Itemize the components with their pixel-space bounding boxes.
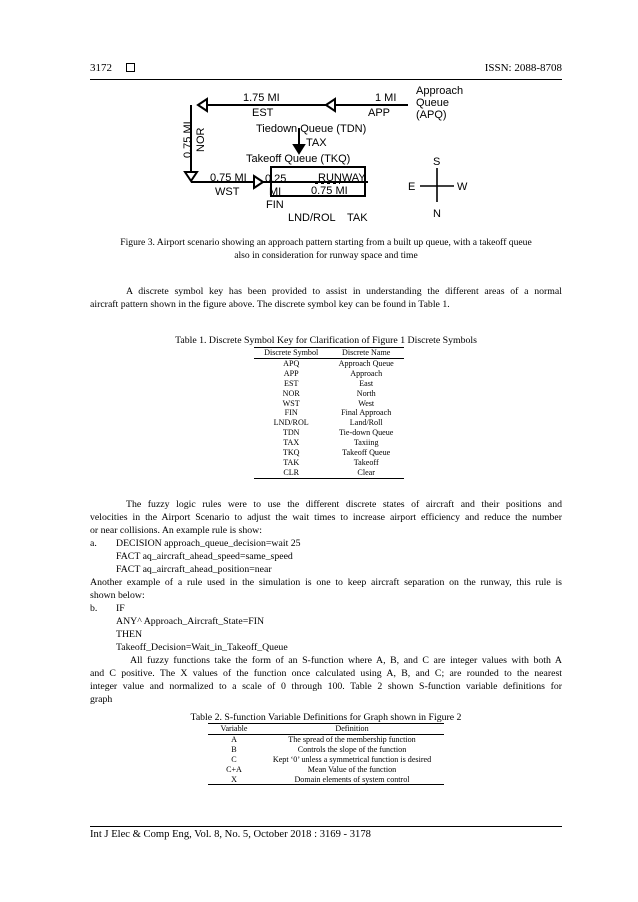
land-roll-label: LND/ROL: [288, 212, 336, 224]
arrow-right-icon: [254, 176, 263, 188]
table-header-cell: Variable: [208, 724, 260, 735]
top-right-distance: 1 MI: [375, 92, 397, 104]
compass-north: N: [433, 208, 441, 220]
left-name: NOR: [195, 127, 207, 152]
table-header-cell: Definition: [260, 724, 444, 735]
bottom-left-distance: 0.75 MI: [210, 172, 247, 184]
table-header-cell: Discrete Name: [328, 348, 404, 359]
table2-caption: Table 2. S-function Variable Definitions for Graph shown in Figure 2: [190, 712, 462, 723]
rule-b-line: IF: [116, 603, 125, 614]
table-row: EST East: [284, 378, 374, 388]
page-number: 3172: [90, 62, 112, 74]
figure-caption: Figure 3. Airport scenario showing an approach pattern starting from a built up queue, with a takeoff queue also in consideration for runway space and time: [120, 237, 532, 261]
table-row: APP Approach: [283, 368, 383, 378]
airport-scenario-figure: [180, 84, 480, 226]
tiedown-queue-label: Tiedown Queue (TDN): [256, 123, 367, 135]
paragraph: A discrete symbol key has been provided to assist in understanding the different areas of a normal aircraft pattern shown in the figure above. The discrete symbol key can be found in Table 1.: [90, 286, 562, 310]
top-left-distance: 1.75 MI: [243, 92, 280, 104]
table-row: C Kept ‘0’ unless a symmetrical function is desired: [231, 754, 432, 764]
table-row: CLR Clear: [254, 468, 404, 478]
takeoff-label: TAK: [347, 212, 368, 224]
table-header-row: [254, 348, 404, 359]
table2: [208, 723, 444, 785]
table-row: FIN Final Approach: [284, 408, 392, 418]
bottom-left-name: WST: [215, 186, 240, 198]
arrow-down-icon: [294, 145, 304, 153]
table-row: WST West: [282, 398, 375, 408]
rule-a-marker: a.: [90, 538, 97, 549]
runway-label: RUNWAY: [318, 172, 366, 184]
table-row: A The spread of the membership function: [231, 734, 416, 744]
arrow-left-icon: [198, 99, 207, 111]
final-name: FIN: [266, 199, 284, 211]
paragraph: All fuzzy functions take the form of an S-function where A, B, and C are integer values with both A and C positive. The X values of the function once calculated using A, B, and C; are rounded to the nearest integer value and normalized to a scale of 0 through 100. Table 2 shown S-function variable definitions for graph: [90, 655, 562, 705]
rule-b-line: Takeoff_Decision=Wait_in_Takeoff_Queue: [116, 642, 288, 653]
table1-caption: Table 1. Discrete Symbol Key for Clarification of Figure 1 Discrete Symbols: [175, 335, 477, 346]
runway-distance: 0.75 MI: [311, 185, 348, 197]
table-row: APQ Approach Queue: [283, 358, 394, 368]
square-bullet-icon: [126, 63, 135, 72]
table-row: X Domain elements of system control: [208, 775, 444, 785]
table-header-cell: Discrete Symbol: [254, 348, 328, 359]
rule-b-line: ANY^ Approach_Aircraft_State=FIN: [116, 616, 265, 627]
issn: ISSN: 2088-8708: [484, 62, 562, 74]
table-row: C+A Mean Value of the function: [226, 764, 397, 774]
arrow-down-icon: [185, 172, 197, 181]
journal-footer: Int J Elec & Comp Eng, Vol. 8, No. 5, October 2018 : 3169 - 3178: [90, 829, 371, 840]
approach-queue-label: Queue: [416, 97, 450, 109]
table-row: TAX Taxiing: [283, 438, 379, 448]
table1: [254, 347, 404, 479]
table-row: NOR North: [282, 388, 376, 398]
table-row: TDN Tie-down Queue: [282, 428, 394, 438]
final-distance: 0.25: [265, 173, 287, 185]
paragraph: The fuzzy logic rules were to use the different discrete states of aircraft and their positions and velocities in the Airport Scenario to adjust the wait times to increase airport efficiency and reduce the number or near collisions. An example rule is show:: [90, 499, 562, 536]
final-distance-unit: MI: [269, 186, 282, 198]
compass-east: E: [408, 181, 416, 193]
page-header-left: [90, 62, 135, 74]
top-right-name: APP: [368, 107, 391, 119]
rule-b-line: THEN: [116, 629, 143, 640]
footer-rule: [90, 826, 562, 827]
table-row: B Controls the slope of the function: [231, 744, 407, 754]
top-left-name: EST: [252, 107, 274, 119]
rule-b-marker: b.: [90, 603, 98, 614]
takeoff-queue-label: Takeoff Queue (TKQ): [246, 153, 351, 165]
rule-a-line: FACT aq_aircraft_ahead_position=near: [116, 564, 272, 575]
table-row: TAK Takeoff: [283, 457, 379, 467]
table-row: LND/ROL Land/Roll: [273, 418, 383, 428]
compass-south: S: [433, 156, 441, 168]
tax-label: TAX: [306, 137, 327, 149]
compass-west: W: [457, 181, 468, 193]
rule-a-line: DECISION approach_queue_decision=wait 25: [116, 538, 301, 549]
paragraph: Another example of a rule used in the simulation is one to keep aircraft separation on the runway, this rule is shown below:: [90, 577, 562, 601]
header-rule: [90, 79, 562, 80]
approach-queue-label: Approach: [416, 85, 464, 97]
arrow-left-icon: [326, 99, 335, 111]
table-row: TKQ Takeoff Queue: [282, 448, 391, 458]
approach-queue-label: (APQ): [416, 109, 447, 121]
left-distance: 0.75 MI: [182, 121, 194, 158]
table-header-row: [208, 724, 444, 735]
rule-a-line: FACT aq_aircraft_ahead_speed=same_speed: [116, 551, 293, 562]
